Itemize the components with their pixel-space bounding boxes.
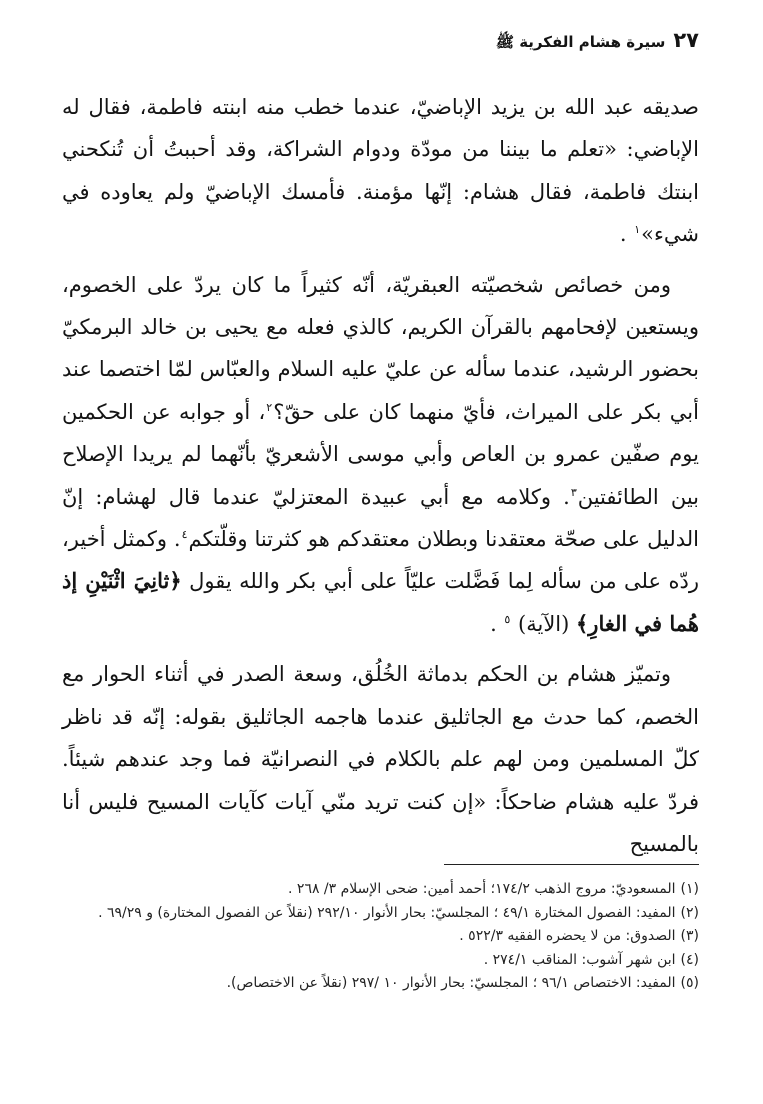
footnote-number: (٣) [680,928,699,944]
text-run: . [490,611,504,636]
footnote-marker: ١ [634,223,641,237]
text-run: صديقه عبد الله بن يزيد الإباضيّ، عندما خطب منه ابنته فاطمة، فقال له الإباضي: «تعلم ما بيننا من مودّة ودوام الشراكة، وقد أحببتُ أن تُنكحني ابنتك فاطمة، فقال هشام: إنّها مؤمنة. فأمسك الإباضيّ ولم يعاوده في شيء» [62,95,699,247]
text-run: (الآية) [511,611,576,636]
footnote-text: المفيد: الفصول المختارة ٤٩/١ ؛ المجلسيّ: بحار الأنوار ٢٩٢/١٠ (نقلاً عن الفصول المختارة) و ٦٩/٢٩ . [98,904,676,921]
footnote-number: (٢) [680,904,699,921]
footnotes [62,878,699,996]
text-run: . وكمثل أخير، ردّه على من سأله لِما فَضَّلت عليّاً على أبي بكر والله يقول [62,527,699,594]
quran-verse: ﴿ثانِيَ اثْنَيْنِ إذ هُما في الغارِ﴾ [62,568,699,636]
footnote [62,925,699,949]
footnote-text: ابن شهر آشوب: المناقب ٢٧٤/١ . [483,951,676,968]
book-page [62,26,699,1104]
text-run: ومن خصائص شخصيّته العبقريّة، أنّه كثيراً ما كان يردّ على الخصوم، ويستعين لإفحامهم بالقرآن الكريم، كالذي فعله مع يحيى بن خالد البرمكيّ بحضور الرشيد، عندما سأله عن عليّ عليه السلام والعبّاس لمّا اختصما عند أبي بكر على الميراث، فأيّ منهما كان على حقّ؟ [62,272,699,424]
footnote-separator [444,864,699,865]
footnote-marker: ٤ [181,528,188,542]
footnote-text: المفيد: الاختصاص ٩٦/١ ؛ المجلسيّ: بحار الأنوار ١٠ /٢٩٧ (نقلاً عن الاختصاص). [226,975,676,991]
footnote [62,949,699,973]
footnote-marker: ٥ [504,612,511,626]
text-run: ، أو جوابه عن الحكمين يوم صفّين عمرو بن العاص وأبي موسى الأشعريّ بأنّهما لم يريدا الإصلاح بين الطائفتين [62,399,700,509]
footnote-number: (١) [680,881,699,897]
running-header [62,26,699,56]
footnote-text: المسعوديّ: مروج الذهب ١٧٤/٢؛ أحمد أمين: ضحى الإسلام ٣/ ٢٦٨ . [288,881,676,897]
footnote [62,902,699,926]
footnote-marker: ٣ [570,485,577,499]
paragraph [62,264,699,646]
text-run: . [619,222,634,247]
page-number: ٢٧ [673,28,699,52]
text-run: وتميّز هشام بن الحكم بدماثة الخُلُق، وسعة الصدر في أثناء الحوار مع الخصم، كما حدث مع الجاثليق عندما هاجمه الجاثليق بقوله: إنّه قد ناظر كلّ المسلمين ومن لهم علم بالكلام في النصرانيّة فما وجد عندهم شيئاً. فردّ عليه هشام ضاحكاً: «إن كنت تريد منّي آيات كآيات المسيح فليس أنا بالمسيح [62,662,700,856]
footnote-number: (٤) [680,951,699,968]
running-title: سيرة هشام الفكرية ﷺ [495,33,666,51]
paragraph [62,653,699,865]
text-run: . وكلامه مع أبي عبيدة المعتزليّ عندما قال لهشام: إنّ الدليل على صحّة معتقدنا وبطلان معتقدكم هو كثرتنا وقلّتكم [62,484,699,552]
body-text [62,86,699,865]
footnote-marker: ٢ [266,400,273,414]
footnote-text: الصدوق: من لا يحضره الفقيه ٥٢٢/٣ . [459,928,676,944]
footnote [62,972,699,996]
paragraph [62,86,699,256]
footnote [62,878,699,902]
footnote-number: (٥) [680,975,699,991]
